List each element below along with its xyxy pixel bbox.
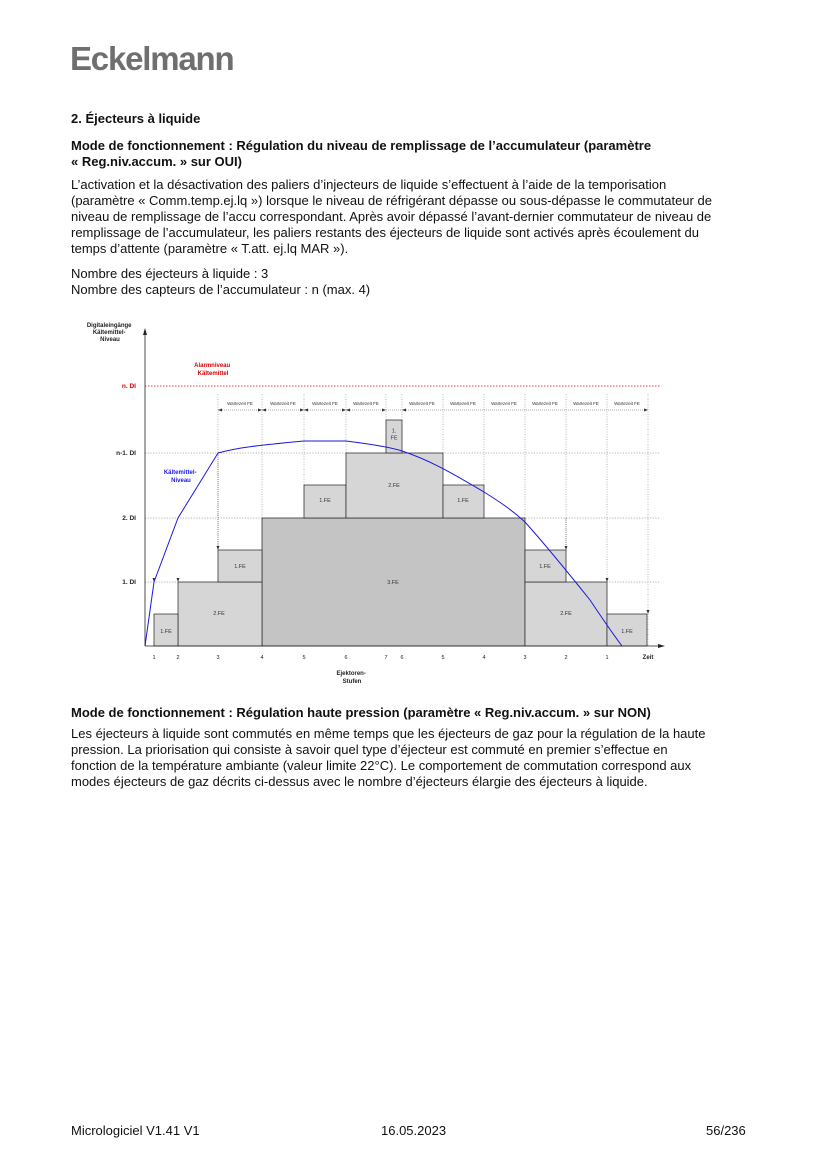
paragraph-line: modes éjecteurs de gaz décrits ci-dessus avec le nombre d’éjecteurs élargie des éjecteurs à liquide. bbox=[71, 774, 648, 789]
mode2-paragraph bbox=[71, 726, 761, 790]
x-tick: 4 bbox=[260, 655, 264, 661]
block-label: 1.FE bbox=[539, 564, 551, 570]
level-curve-label-line: Kältemittel- bbox=[163, 470, 197, 476]
wait-label: Wartezeit FE bbox=[491, 401, 517, 406]
footer-page-number: 56/236 bbox=[706, 1123, 746, 1138]
level-curve-label bbox=[164, 470, 198, 484]
y-axis-title-line: Kältemittel- bbox=[92, 330, 126, 336]
drop-arrow-head bbox=[565, 546, 568, 550]
block-label-line: 1. bbox=[391, 428, 397, 435]
x-tick: 1 bbox=[152, 655, 156, 661]
mode1-heading-line: Mode de fonctionnement : Régulation du niveau de remplissage de l’accumulateur (paramètre bbox=[71, 138, 652, 153]
wait-arrow bbox=[402, 409, 406, 412]
alarm-label-line: Kältemittel bbox=[197, 371, 229, 377]
wait-arrow bbox=[258, 409, 262, 412]
wait-label: Wartezeit FE bbox=[573, 401, 599, 406]
drop-arrow-head bbox=[177, 578, 180, 582]
wait-label: Wartezeit FE bbox=[353, 401, 379, 406]
x-tick: 5 bbox=[302, 655, 306, 661]
wait-arrow bbox=[300, 409, 304, 412]
y-axis-arrow bbox=[143, 328, 147, 335]
wait-arrow bbox=[262, 409, 266, 412]
wait-label: Wartezeit FE bbox=[312, 401, 338, 406]
x-axis-sub-title-line: Stufen bbox=[342, 679, 362, 685]
wait-arrow bbox=[346, 409, 350, 412]
ejector-count: Nombre des éjecteurs à liquide : 3 bbox=[71, 266, 269, 281]
section-title: 2. Éjecteurs à liquide bbox=[71, 111, 201, 126]
y-axis-title bbox=[87, 323, 133, 343]
level-label-1: 1. DI bbox=[122, 579, 136, 586]
x-tick: 2 bbox=[176, 655, 180, 661]
x-tick: 6 bbox=[344, 655, 348, 661]
alarm-label-line: Alarmniveau bbox=[194, 363, 231, 369]
y-axis-title-line: Digitaleingänge bbox=[86, 323, 132, 329]
x-axis-sub-title bbox=[336, 671, 367, 685]
x-tick: 3 bbox=[216, 655, 220, 661]
eckelmann-logo: Eckelmann bbox=[70, 40, 234, 77]
wait-arrow bbox=[218, 409, 222, 412]
block-label-line: FE bbox=[390, 435, 398, 442]
drop-arrow-head bbox=[217, 546, 220, 550]
footer-version: Micrologiciel V1.41 V1 bbox=[71, 1123, 200, 1138]
x-axis-arrow bbox=[658, 644, 665, 648]
alarm-label bbox=[194, 363, 232, 377]
block-label: 1.FE bbox=[457, 498, 469, 504]
x-tick: 5 bbox=[441, 655, 445, 661]
x-tick: 2 bbox=[564, 655, 568, 661]
block-label: 3.FE bbox=[387, 580, 399, 586]
block-label: 1.FE bbox=[319, 498, 331, 504]
x-tick: 4 bbox=[482, 655, 486, 661]
block-label: 1.FE bbox=[160, 629, 172, 635]
wait-arrow bbox=[304, 409, 308, 412]
level-label-2: 2. DI bbox=[122, 515, 136, 522]
drop-arrow-head bbox=[606, 578, 609, 582]
paragraph-line: Les éjecteurs à liquide sont commutés en même temps que les éjecteurs de gaz pour la régulation de la haute bbox=[71, 726, 706, 741]
paragraph-line: fonction de la température ambiante (valeur limite 22°C). Le comportement de commutation correspond aux bbox=[71, 758, 692, 773]
mode1-heading-line: « Reg.niv.accum. » sur OUI) bbox=[71, 154, 242, 169]
level-label-n-1: n-1. DI bbox=[116, 450, 136, 457]
wait-label: Wartezeit FE bbox=[409, 401, 435, 406]
x-axis-sub-title-line: Ejektoren- bbox=[336, 671, 366, 677]
block-label: 1.FE bbox=[621, 629, 633, 635]
block-label: 1.FE bbox=[234, 564, 246, 570]
wait-label: Wartezeit FE bbox=[614, 401, 640, 406]
paragraph-line: niveau de remplissage de l’accu correspondant. Après avoir dépassé l’avant-dernier commutateur de niveau de bbox=[71, 209, 712, 224]
y-axis-title-line: Niveau bbox=[100, 337, 120, 343]
paragraph-line: temps d’attente (paramètre « T.att. ej.lq MAR »). bbox=[71, 241, 349, 256]
mode2-heading: Mode de fonctionnement : Régulation haute pression (paramètre « Reg.niv.accum. » sur NON) bbox=[71, 705, 651, 720]
block-label: 2.FE bbox=[388, 483, 400, 489]
wait-arrow bbox=[644, 409, 648, 412]
wait-arrow bbox=[382, 409, 386, 412]
paragraph-line: (paramètre « Comm.temp.ej.lq ») lorsque le niveau de réfrigérant dépasse ou sous-dépasse le commutateur de bbox=[71, 193, 712, 208]
x-tick: 3 bbox=[523, 655, 527, 661]
block-label: 2.FE bbox=[560, 611, 572, 617]
x-tick: 1 bbox=[605, 655, 609, 661]
x-axis-title: Zeit bbox=[642, 655, 654, 661]
level-label-n: n. DI bbox=[121, 383, 136, 390]
wait-arrow bbox=[342, 409, 346, 412]
footer-date: 16.05.2023 bbox=[381, 1123, 447, 1138]
wait-label: Wartezeit FE bbox=[270, 401, 296, 406]
wait-label: Wartezeit FE bbox=[532, 401, 558, 406]
x-tick: 6 bbox=[400, 655, 404, 661]
block-label: 2.FE bbox=[213, 611, 225, 617]
sensor-count: Nombre des capteurs de l’accumulateur : n (max. 4) bbox=[71, 282, 371, 297]
drop-arrow-head bbox=[647, 610, 650, 614]
level-curve-label-line: Niveau bbox=[171, 478, 191, 484]
paragraph-line: L’activation et la désactivation des paliers d’injecteurs de liquide s’effectuent à l’aide de la temporisation bbox=[71, 177, 667, 192]
x-tick: 7 bbox=[384, 655, 388, 661]
wait-label: Wartezeit FE bbox=[227, 401, 253, 406]
wait-label: Wartezeit FE bbox=[450, 401, 476, 406]
paragraph-line: remplissage de l’accumulateur, les paliers restants des éjecteurs de liquide sont activés après écoulement du bbox=[71, 225, 699, 240]
paragraph-line: pression. La priorisation qui consiste à savoir quel type d’éjecteur est commuté en premier s’effectue en bbox=[71, 742, 668, 757]
